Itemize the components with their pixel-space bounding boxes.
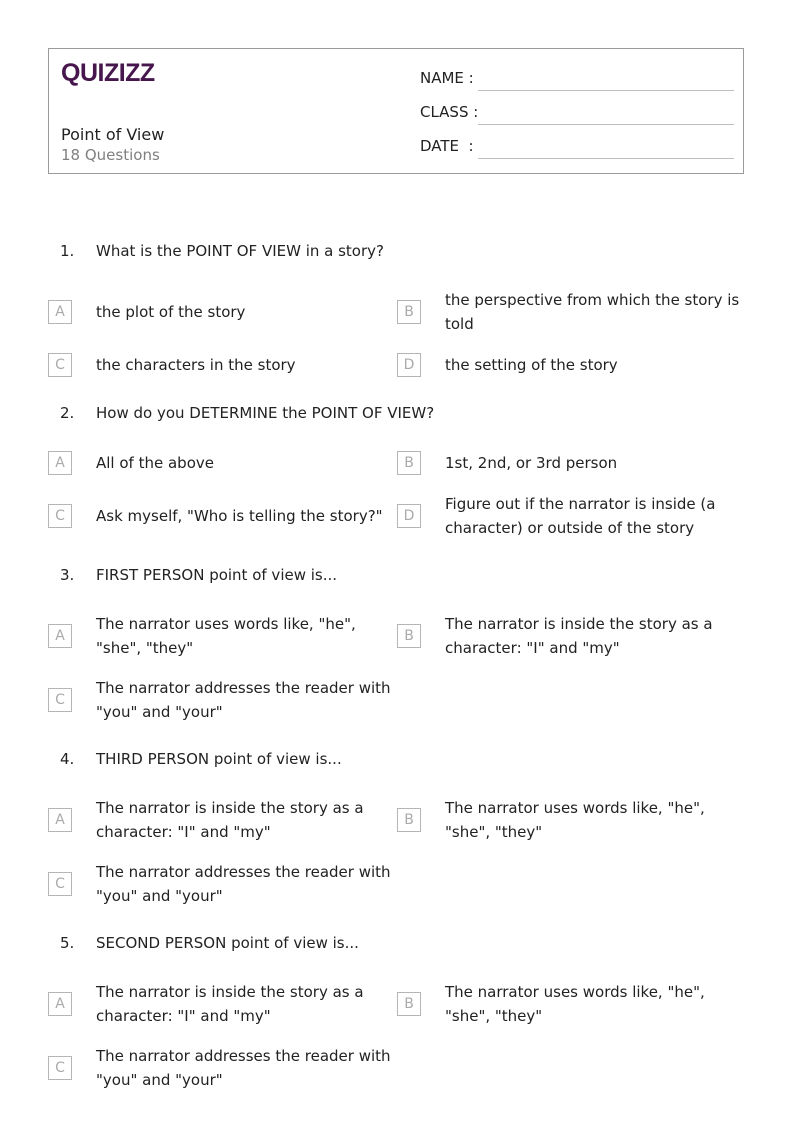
option-text: the perspective from which the story is told bbox=[445, 291, 740, 333]
question-text: What is the POINT OF VIEW in a story? bbox=[96, 242, 384, 260]
option-text: All of the above bbox=[96, 454, 214, 472]
question-text: FIRST PERSON point of view is... bbox=[96, 566, 338, 584]
question-number: 4. bbox=[60, 750, 75, 768]
option-c-box[interactable]: C bbox=[48, 504, 72, 528]
worksheet-title: Point of View bbox=[61, 125, 165, 144]
option-text: The narrator addresses the reader with "you" and "your" bbox=[96, 679, 391, 721]
option-c-box[interactable]: C bbox=[48, 688, 72, 712]
option-d-box[interactable]: D bbox=[397, 353, 421, 377]
option-text: The narrator is inside the story as a character: "I" and "my" bbox=[96, 983, 364, 1025]
option-text: The narrator is inside the story as a character: "I" and "my" bbox=[96, 799, 364, 841]
question-text: SECOND PERSON point of view is... bbox=[96, 934, 359, 952]
class-label: CLASS : bbox=[420, 103, 479, 121]
name-label: NAME : bbox=[420, 69, 474, 87]
option-b-box[interactable]: B bbox=[397, 992, 421, 1016]
question-number: 3. bbox=[60, 566, 75, 584]
option-b-box[interactable]: B bbox=[397, 300, 421, 324]
option-text: Ask myself, "Who is telling the story?" bbox=[96, 507, 383, 525]
option-text: The narrator uses words like, "he", "she", "they" bbox=[96, 615, 356, 657]
question-text: THIRD PERSON point of view is... bbox=[96, 750, 342, 768]
name-field[interactable] bbox=[420, 67, 734, 91]
class-line bbox=[478, 124, 734, 125]
option-a-box[interactable]: A bbox=[48, 451, 72, 475]
option-d-box[interactable]: D bbox=[397, 504, 421, 528]
class-field[interactable] bbox=[420, 101, 734, 125]
quizizz-logo: QUIZIZZ bbox=[61, 59, 155, 87]
option-a-box[interactable]: A bbox=[48, 624, 72, 648]
option-a-box[interactable]: A bbox=[48, 992, 72, 1016]
question-count: 18 Questions bbox=[61, 146, 160, 164]
option-text: The narrator uses words like, "he", "she", "they" bbox=[445, 983, 705, 1025]
question-number: 5. bbox=[60, 934, 75, 952]
question-number: 2. bbox=[60, 404, 75, 422]
option-b-box[interactable]: B bbox=[397, 808, 421, 832]
option-text: 1st, 2nd, or 3rd person bbox=[445, 454, 618, 472]
option-b-box[interactable]: B bbox=[397, 624, 421, 648]
option-text: The narrator addresses the reader with "you" and "your" bbox=[96, 863, 391, 905]
option-a-box[interactable]: A bbox=[48, 808, 72, 832]
option-text: The narrator is inside the story as a character: "I" and "my" bbox=[445, 615, 713, 657]
option-c-box[interactable]: C bbox=[48, 353, 72, 377]
option-text: The narrator uses words like, "he", "she", "they" bbox=[445, 799, 705, 841]
option-b-box[interactable]: B bbox=[397, 451, 421, 475]
name-line bbox=[478, 90, 734, 91]
option-text: The narrator addresses the reader with "you" and "your" bbox=[96, 1047, 391, 1089]
date-label: DATE : bbox=[420, 137, 474, 155]
option-text: the plot of the story bbox=[96, 303, 246, 321]
date-field[interactable] bbox=[420, 135, 734, 159]
option-text: Figure out if the narrator is inside (a character) or outside of the story bbox=[445, 495, 716, 537]
option-c-box[interactable]: C bbox=[48, 872, 72, 896]
date-line bbox=[478, 158, 734, 159]
option-text: the characters in the story bbox=[96, 356, 296, 374]
option-c-box[interactable]: C bbox=[48, 1056, 72, 1080]
option-a-box[interactable]: A bbox=[48, 300, 72, 324]
worksheet-header bbox=[48, 48, 744, 174]
question-text: How do you DETERMINE the POINT OF VIEW? bbox=[96, 404, 435, 422]
question-number: 1. bbox=[60, 242, 75, 260]
option-text: the setting of the story bbox=[445, 356, 618, 374]
